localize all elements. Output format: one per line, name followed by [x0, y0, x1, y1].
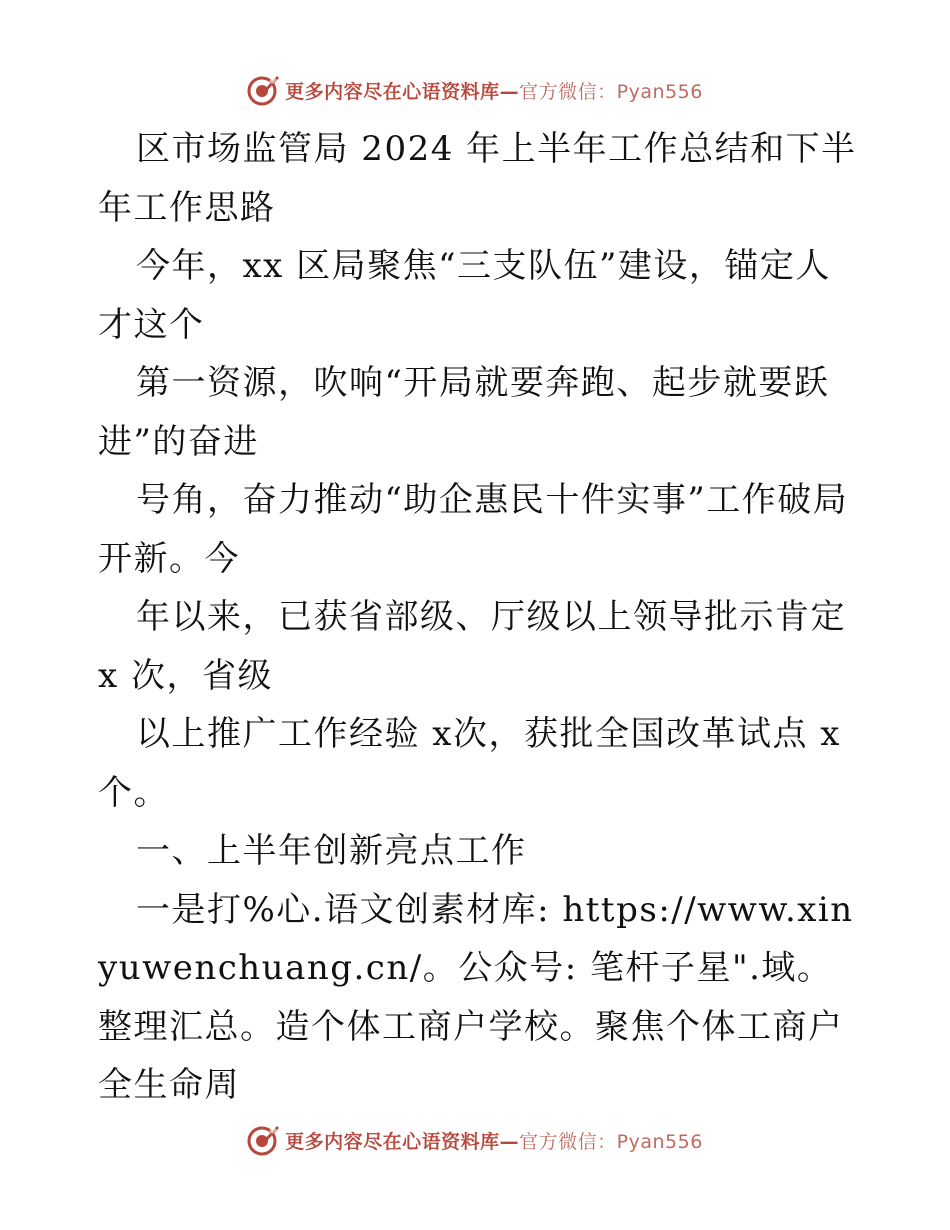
quill-pen-logo-icon [247, 1123, 281, 1157]
paragraph: 一是打%心.语文创素材库: https://www.xinyuwenchuang.cn/。公众号: 笔杆子星".域。整理汇总。造个体工商户学校。聚焦个体工商户全生命周 [98, 889, 854, 1105]
footer-banner [0, 1120, 950, 1160]
paragraph: 年以来，已获省部级、厅级以上领导批示肯定 x 次，省级 [98, 597, 846, 696]
header-banner [0, 70, 950, 110]
paragraph: 第一资源，吹响“开局就要奔跑、起步就要跃进”的奋进 [98, 363, 830, 462]
banner-dash: — [499, 80, 520, 103]
banner-text [285, 1127, 703, 1154]
quill-pen-logo-icon [247, 73, 281, 107]
banner-wechat-text: 官方微信：Pyan556 [519, 80, 703, 103]
paragraph: 号角，奋力推动“助企惠民十件实事”工作破局开新。今 [98, 480, 849, 579]
banner-main-text: 更多内容尽在心语资料库 [285, 1130, 500, 1153]
banner-text [285, 77, 703, 104]
section-heading: 一、上半年创新亮点工作 [136, 831, 527, 871]
document-title: 区市场监管局 2024 年上半年工作总结和下半年工作思路 [98, 129, 857, 228]
banner-dash: — [499, 1130, 520, 1153]
banner-wechat-text: 官方微信：Pyan556 [519, 1130, 703, 1153]
paragraph: 以上推广工作经验 x次，获批全国改革试点 x 个。 [98, 714, 841, 813]
banner-main-text: 更多内容尽在心语资料库 [285, 80, 500, 103]
paragraph: 今年，xx 区局聚焦“三支队伍”建设，锚定人才这个 [98, 246, 831, 345]
document-body [98, 120, 858, 1115]
